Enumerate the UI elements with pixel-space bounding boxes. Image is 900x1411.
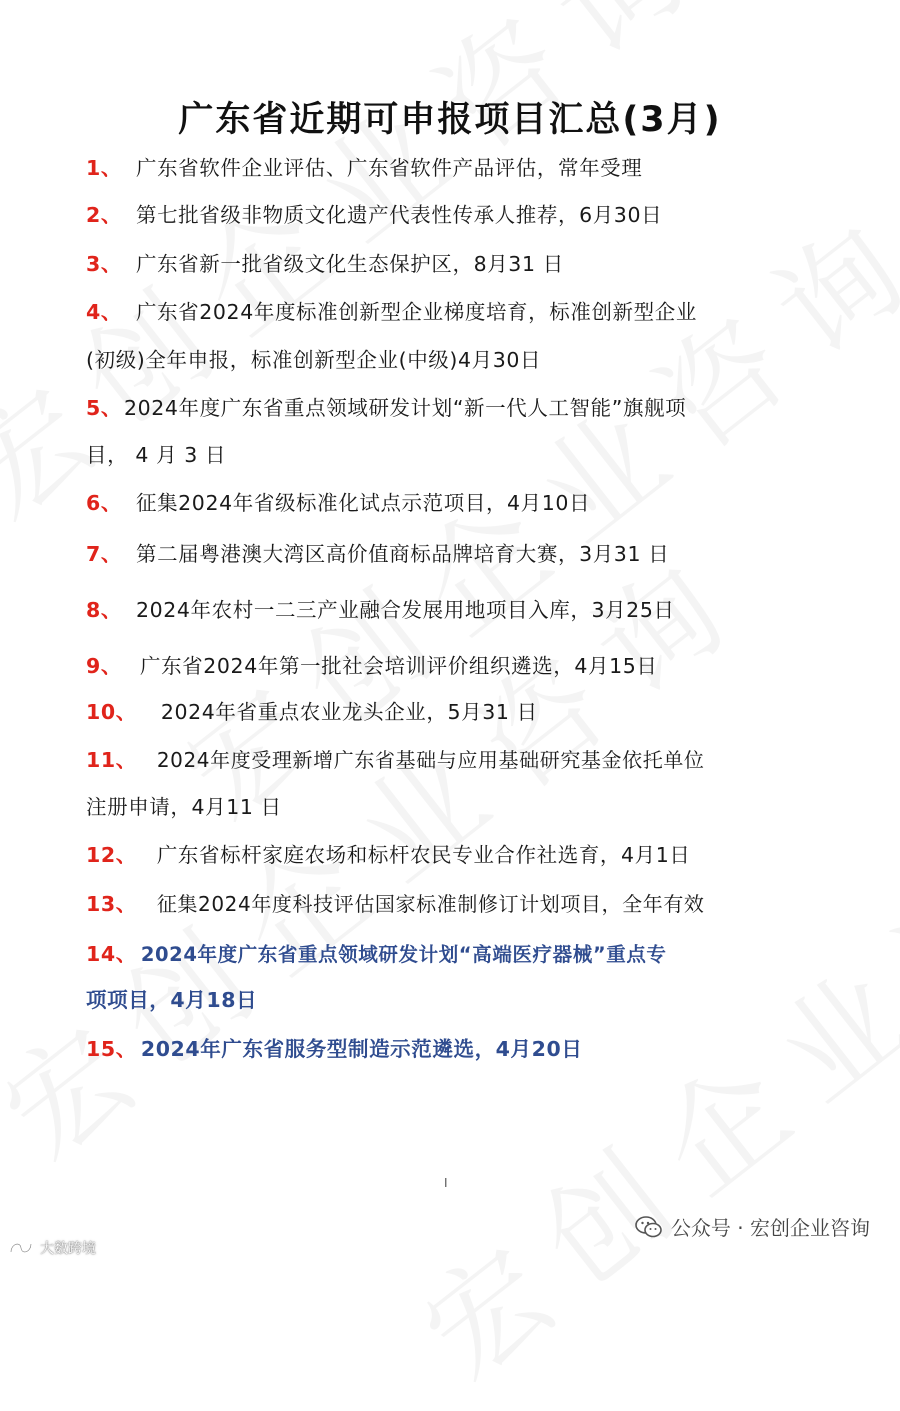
item-number: 11、 [86,748,137,772]
list-item-10 [86,689,786,735]
item-text: 广东省标杆家庭农场和标杆农民专业合作社选育，4月1日 [156,843,691,867]
item-text: 2024年省重点农业龙头企业，5月31 日 [160,700,538,724]
item-number: 7、 [86,542,122,566]
list-item-14 [86,931,786,978]
brand-logo-icon [8,1238,34,1258]
list-item-2 [86,192,786,238]
item-text-continued: (初级)全年申报，标准创新型企业(中级)4月30日 [86,348,542,372]
item-text: 2024年广东省服务型制造示范遴选，4月20日 [140,1037,583,1061]
list-item-4-continued [86,337,786,383]
item-number: 10、 [86,700,137,724]
item-text: 2024年度广东省重点领域研发计划“新一代人工智能”旗舰项 [123,396,687,420]
item-number: 2、 [86,203,122,227]
list-item-8 [86,587,786,633]
item-number: 13、 [86,892,137,916]
list-item-4 [86,289,786,335]
item-text: 2024年农村一二三产业融合发展用地项目入库，3月25日 [135,598,675,622]
item-text: 广东省新一批省级文化生态保护区，8月31 日 [135,252,564,276]
item-text: 2024年度广东省重点领域研发计划“高端医疗器械”重点专 [140,943,667,966]
item-number: 12、 [86,843,137,867]
list-item-1 [86,145,786,191]
item-text-continued: 目， 4 月 3 日 [86,443,227,467]
item-number: 15、 [86,1037,137,1061]
item-text: 广东省2024年第一批社会培训评价组织遴选，4月15日 [139,654,658,678]
item-number: 1、 [86,156,122,180]
list-item-9 [86,643,786,689]
page-marker: I [444,1176,448,1190]
document-title: 广东省近期可申报项目汇总(3月) [178,100,722,140]
list-item-5-continued [86,432,786,478]
item-number: 8、 [86,598,122,622]
list-item-12 [86,832,786,878]
list-item-14-continued [86,977,786,1023]
wechat-icon [635,1216,663,1238]
wechat-account-label [635,1212,870,1241]
list-item-11-continued [86,784,786,830]
item-number: 6、 [86,491,122,515]
item-text-continued: 项项目，4月18日 [86,988,258,1012]
item-text: 征集2024年度科技评估国家标准制修订计划项目，全年有效 [156,892,705,916]
list-item-15 [86,1026,786,1072]
item-text: 第二届粤港澳大湾区高价值商标品牌培育大赛，3月31 日 [135,542,670,566]
item-text: 征集2024年省级标准化试点示范项目，4月10日 [135,491,591,515]
item-number: 9、 [86,654,122,678]
item-text-continued: 注册申请，4月11 日 [86,795,282,819]
item-number: 4、 [86,300,122,324]
list-item-11 [86,737,786,783]
item-number: 3、 [86,252,122,276]
item-text: 2024年度受理新增广东省基础与应用基础研究基金依托单位 [156,748,705,772]
item-number: 5、 [86,396,122,420]
item-text: 第七批省级非物质文化遗产代表性传承人推荐，6月30日 [135,203,663,227]
item-number: 14、 [86,942,137,966]
footer-account-name: 公众号 · 宏创企业咨询 [670,1216,870,1240]
list-item-5 [86,385,786,431]
item-text: 广东省2024年度标准创新型企业梯度培育，标准创新型企业 [135,300,697,324]
list-item-7 [86,531,786,577]
list-item-3 [86,241,786,287]
source-watermark [8,1238,96,1258]
list-item-6 [86,480,786,526]
source-brand-name: 大数跨境 [40,1241,96,1257]
item-text: 广东省软件企业评估、广东省软件产品评估，常年受理 [135,156,643,180]
list-item-13 [86,881,786,927]
